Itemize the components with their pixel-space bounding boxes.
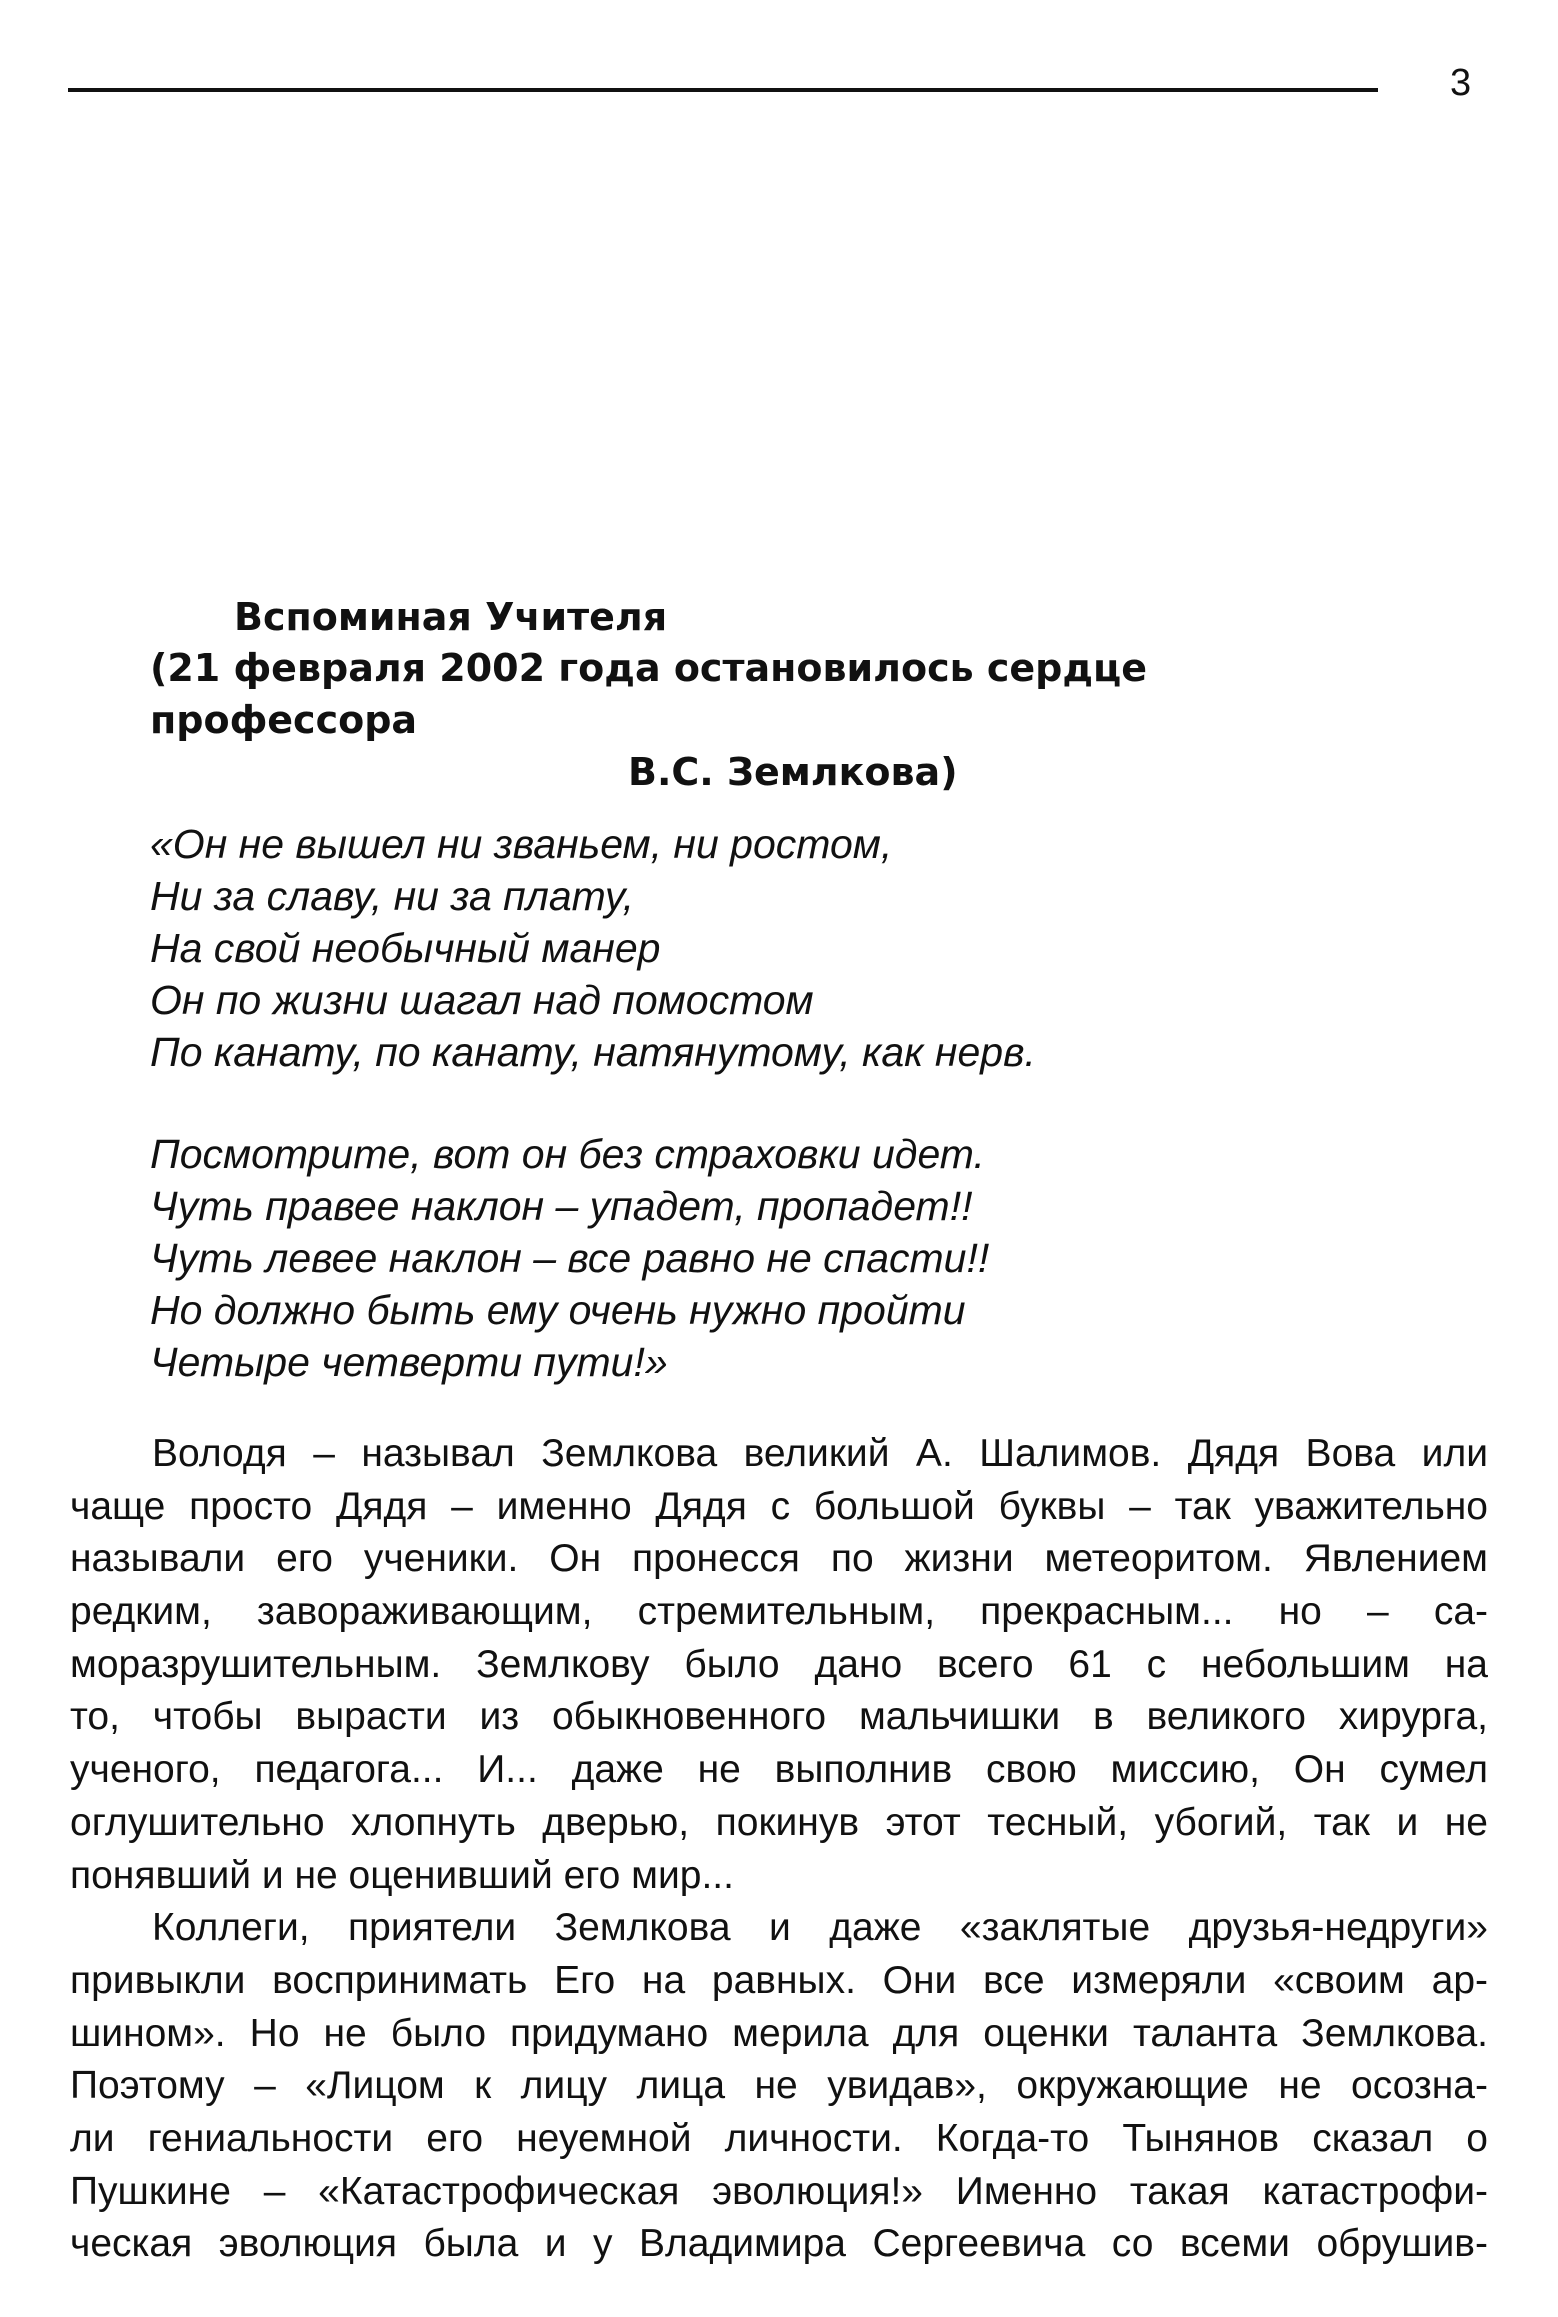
poem-line: Он по жизни шагал над помостом	[150, 977, 814, 1023]
poem-line: Посмотрите, вот он без страховки идет.	[150, 1131, 985, 1177]
text-line: привыкли воспринимать Его на равных. Они все измеряли «своим ар-	[70, 1958, 1488, 2002]
text-line: называли его ученики. Он пронесся по жизни метеоритом. Явлением	[70, 1537, 1488, 1581]
text-line: моразрушительным. Землкову было дано всего 61 с небольшим на	[70, 1642, 1488, 1686]
header-rule	[68, 88, 1378, 92]
text-line: ли гениальности его неуемной личности. Когда-то Тынянов сказал о	[70, 2116, 1488, 2160]
text-line: Пушкине – «Катастрофическая эволюция!» Именно такая катастрофи-	[70, 2169, 1488, 2213]
text-line: чаще просто Дядя – именно Дядя с большой буквы – так уважительно	[70, 1484, 1488, 1528]
epigraph-stanza-2	[150, 1128, 1250, 1388]
body-text	[70, 1428, 1488, 2271]
poem-line: Четыре четверти пути!»	[150, 1339, 668, 1385]
article-title-block	[150, 592, 1410, 798]
epigraph-stanza-1	[150, 818, 1250, 1078]
text-line: понявший и не оценивший его мир...	[70, 1853, 734, 1897]
text-line: шином». Но не было придумано мерила для оценки таланта Землкова.	[70, 2011, 1488, 2055]
poem-line: Чуть левее наклон – все равно не спасти!!	[150, 1235, 990, 1281]
poem-line: По канату, по канату, натянутому, как нерв.	[150, 1029, 1036, 1075]
text-line: Коллеги, приятели Землкова и даже «заклятые друзья-недруги»	[152, 1906, 1488, 1950]
text-line: оглушительно хлопнуть дверью, покинув этот тесный, убогий, так и не	[70, 1800, 1488, 1844]
text-line: ученого, педагога... И... даже не выполнив свою миссию, Он сумел	[70, 1748, 1488, 1792]
text-line: то, чтобы вырасти из обыкновенного мальчишки в великого хирурга,	[70, 1695, 1488, 1739]
text-line: ческая эволюция была и у Владимира Сергеевича со всеми обрушив-	[70, 2222, 1488, 2266]
poem-line: Но должно быть ему очень нужно пройти	[150, 1287, 966, 1333]
poem-line: «Он не вышел ни званьем, ни ростом,	[150, 821, 893, 867]
text-line: Володя – называл Землкова великий А. Шалимов. Дядя Вова или	[152, 1432, 1488, 1475]
text-line: Поэтому – «Лицом к лицу лица не увидав», окружающие не осозна-	[70, 2064, 1488, 2108]
article-title: Вспоминая Учителя	[234, 595, 668, 639]
poem-line: Чуть правее наклон – упадет, пропадет!!	[150, 1183, 973, 1229]
text-line: редким, завораживающим, стремительным, прекрасным... но – са-	[70, 1590, 1488, 1634]
poem-line: На свой необычный манер	[150, 925, 661, 971]
article-subtitle-line-2: В.С. Землкова)	[628, 750, 958, 794]
poem-line: Ни за славу, ни за плату,	[150, 873, 635, 919]
article-subtitle-line-1: (21 февраля 2002 года остановилось сердце профессора	[150, 646, 1147, 742]
page-number: 3	[1450, 62, 1472, 104]
